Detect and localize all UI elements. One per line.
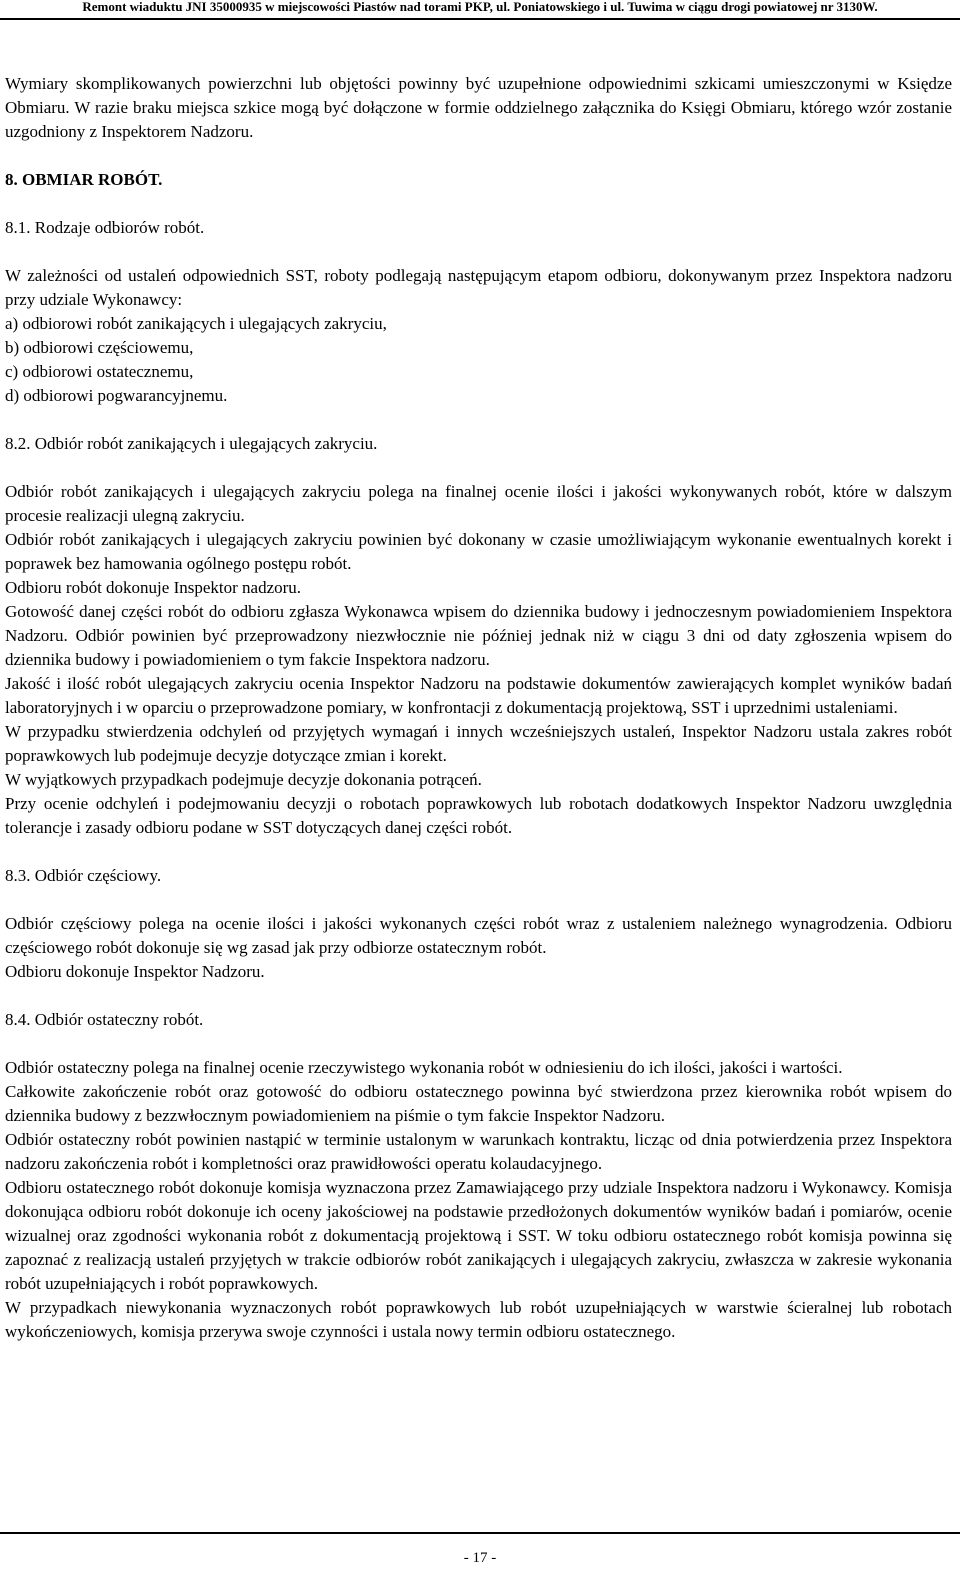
list-item: a) odbiorowi robót zanikających i ulegających zakryciu,	[5, 314, 387, 333]
header-rule	[0, 18, 960, 20]
paragraph: W wyjątkowych przypadkach podejmuje decyzje dokonania potrąceń.	[5, 770, 482, 789]
paragraph: Odbiór robót zanikających i ulegających zakryciu polega na finalnej ocenie ilości i jakości wykonywanych robót, które w dalszym procesie realizacji ulegną zakryciu.	[5, 482, 952, 525]
section-8-4-heading: 8.4. Odbiór ostateczny robót.	[5, 1010, 204, 1029]
paragraph: Gotowość danej części robót do odbioru zgłasza Wykonawca wpisem do dziennika budowy i jednoczesnym powiadomieniem Inspektora Nadzoru. Odbiór powinien być przeprowadzony niezwłocznie nie później jednak niż w ciągu 3 dni od daty zgłoszenia wpisem do dziennika budowy i powiadomieniem o tym fakcie Inspektora nadzoru.	[5, 602, 952, 669]
paragraph: Całkowite zakończenie robót oraz gotowość do odbioru ostatecznego powinna być stwierdzona przez kierownika robót wpisem do dziennika budowy z bezzwłocznym powiadomieniem na piśmie o tym fakcie Inspektor Nadzoru.	[5, 1082, 952, 1125]
paragraph: Odbioru robót dokonuje Inspektor nadzoru.	[5, 578, 302, 597]
section-8-3-heading: 8.3. Odbiór częściowy.	[5, 866, 162, 885]
paragraph: Jakość i ilość robót ulegających zakryciu ocenia Inspektor Nadzoru na podstawie dokumentów zawierających komplet wyników badań laboratoryjnych i w oparciu o przeprowadzone pomiary, w konfrontacji z dokumentacją projektową, SST i uprzednimi ustaleniami.	[5, 674, 952, 717]
paragraph: Odbiór ostateczny polega na finalnej ocenie rzeczywistego wykonania robót w odniesieniu do ich ilości, jakości i wartości.	[5, 1058, 843, 1077]
list-item: c) odbiorowi ostatecznemu,	[5, 362, 194, 381]
running-header: Remont wiaduktu JNI 35000935 w miejscowości Piastów nad torami PKP, ul. Poniatowskiego i ul. Tuwima w ciągu drogi powiatowej nr 3130W.	[82, 0, 878, 14]
document-body	[5, 72, 952, 1344]
section-8-2-heading: 8.2. Odbiór robót zanikających i ulegających zakryciu.	[5, 434, 378, 453]
list-item: d) odbiorowi pogwarancyjnemu.	[5, 386, 228, 405]
paragraph: W przypadku stwierdzenia odchyleń od przyjętych wymagań i innych wcześniejszych ustaleń, Inspektor Nadzoru ustala zakres robót poprawkowych lub podejmuje decyzje dotyczące zmian i korekt.	[5, 722, 952, 765]
paragraph: W przypadkach niewykonania wyznaczonych robót poprawkowych lub robót uzupełniających w warstwie ścieralnej lub robotach wykończeniowych, komisja przerywa swoje czynności i ustala nowy termin odbioru ostatecznego.	[5, 1298, 952, 1341]
paragraph: Odbioru dokonuje Inspektor Nadzoru.	[5, 962, 265, 981]
paragraph: Odbiór ostateczny robót powinien nastąpić w terminie ustalonym w warunkach kontraktu, licząc od dnia potwierdzenia przez Inspektora nadzoru zakończenia robót i kompletności oraz prawidłowości operatu kolaudacyjnego.	[5, 1130, 952, 1173]
section-8-1-lead: W zależności od ustaleń odpowiednich SST, roboty podlegają następującym etapom odbioru, dokonywanym przez Inspektora nadzoru przy udziale Wykonawcy:	[5, 266, 952, 309]
list-item: b) odbiorowi częściowemu,	[5, 338, 194, 357]
intro-paragraph: Wymiary skomplikowanych powierzchni lub objętości powinny być uzupełnione odpowiednimi szkicami umieszczonymi w Księdze Obmiaru. W razie braku miejsca szkice mogą być dołączone w formie oddzielnego załącznika do Księgi Obmiaru, którego wzór zostanie uzgodniony z Inspektorem Nadzoru.	[5, 74, 952, 141]
paragraph: Przy ocenie odchyleń i podejmowaniu decyzji o robotach poprawkowych lub robotach dodatkowych Inspektor Nadzoru uwzględnia tolerancje i zasady odbioru podane w SST dotyczących danej części robót.	[5, 794, 952, 837]
paragraph: Odbiór częściowy polega na ocenie ilości i jakości wykonanych części robót wraz z ustaleniem należnego wynagrodzenia. Odbioru częściowego robót dokonuje się wg zasad jak przy odbiorze ostatecznym robót.	[5, 914, 952, 957]
paragraph: Odbioru ostatecznego robót dokonuje komisja wyznaczona przez Zamawiającego przy udziale Inspektora nadzoru i Wykonawcy. Komisja dokonująca odbioru robót dokonuje ich oceny jakościowej na podstawie przedłożonych dokumentów wyników badań i pomiarów, ocenie wizualnej oraz zgodności wykonania robót z dokumentacją projektową i SST. W toku odbioru ostatecznego robót komisja powinna się zapoznać z realizacją ustaleń przyjętych w trakcie odbiorów robót zanikających i ulegających zakryciu, zwłaszcza w zakresie wykonania robót uzupełniających i robót poprawkowych.	[5, 1178, 952, 1293]
footer-rule	[0, 1532, 960, 1534]
section-8-heading: 8. OBMIAR ROBÓT.	[5, 170, 163, 189]
section-8-1-heading: 8.1. Rodzaje odbiorów robót.	[5, 218, 205, 237]
paragraph: Odbiór robót zanikających i ulegających zakryciu powinien być dokonany w czasie umożliwiającym wykonanie ewentualnych korekt i poprawek bez hamowania ogólnego postępu robót.	[5, 530, 952, 573]
page-number: - 17 -	[463, 1550, 497, 1566]
